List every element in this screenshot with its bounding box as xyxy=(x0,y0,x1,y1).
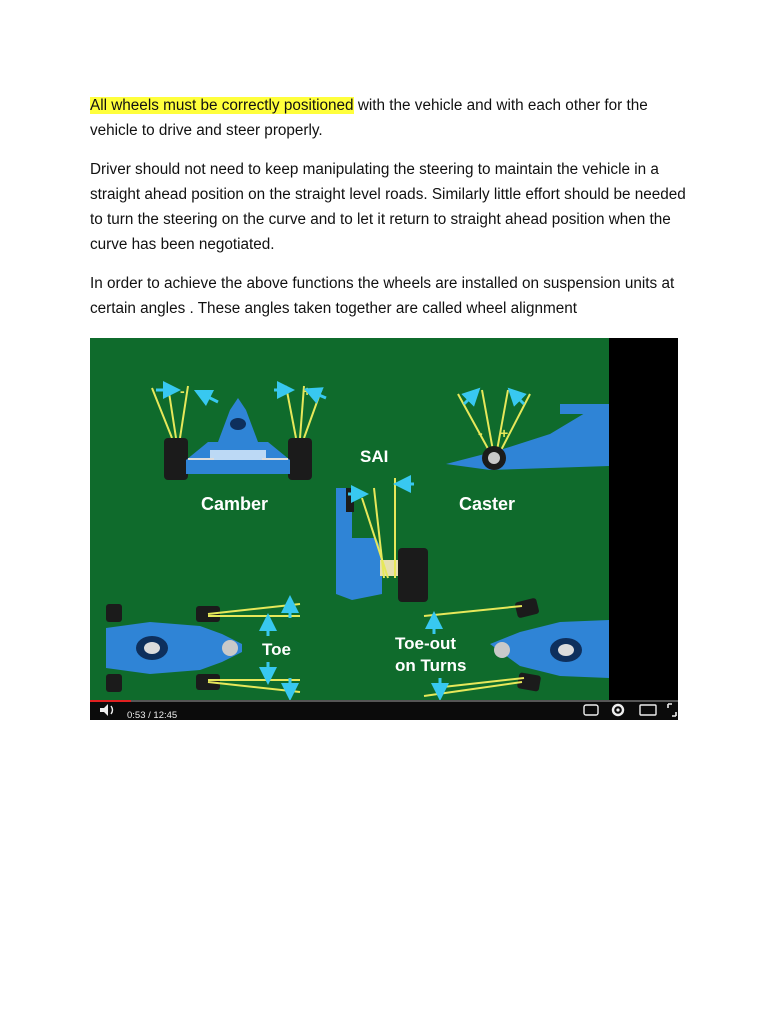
highlighted-text: All wheels must be correctly positioned xyxy=(90,97,354,114)
caster-plus-sign: + xyxy=(500,425,509,441)
progress-fill xyxy=(90,700,131,702)
video-time: 0:53 / 12:45 xyxy=(127,710,178,720)
driver-paragraph: Driver should not need to keep manipulating the steering to maintain the vehicle in a straight ahead position on the straight level roads. Similarly little effort should be needed to turn the steering on the curve and to let it return to straight ahead position when the curve has been negotiated. xyxy=(90,161,686,253)
sai-label: SAI xyxy=(360,447,389,466)
caster-label: Caster xyxy=(459,494,516,514)
player-controls-bar xyxy=(90,700,678,720)
functions-paragraph: In order to achieve the above functions the wheels are installed on suspension units at certain angles . These angles taken together are called wheel alignment xyxy=(90,275,675,317)
toe-out-label-line2: on Turns xyxy=(395,656,467,675)
video-frame xyxy=(90,338,678,720)
toe-label: Toe xyxy=(262,640,291,659)
paragraph-text: with the vehicle and with each other for the vehicle to drive and steer properly. xyxy=(90,97,648,139)
video-player[interactable] xyxy=(90,338,678,720)
caster-minus-sign: - xyxy=(478,425,483,441)
camber-minus-sign: - xyxy=(180,383,185,399)
intro-paragraph xyxy=(90,93,690,143)
progress-track[interactable] xyxy=(90,700,678,702)
toe-out-label-line1: Toe-out xyxy=(395,634,457,653)
camber-plus-sign: + xyxy=(303,383,312,399)
camber-label: Camber xyxy=(201,494,269,514)
